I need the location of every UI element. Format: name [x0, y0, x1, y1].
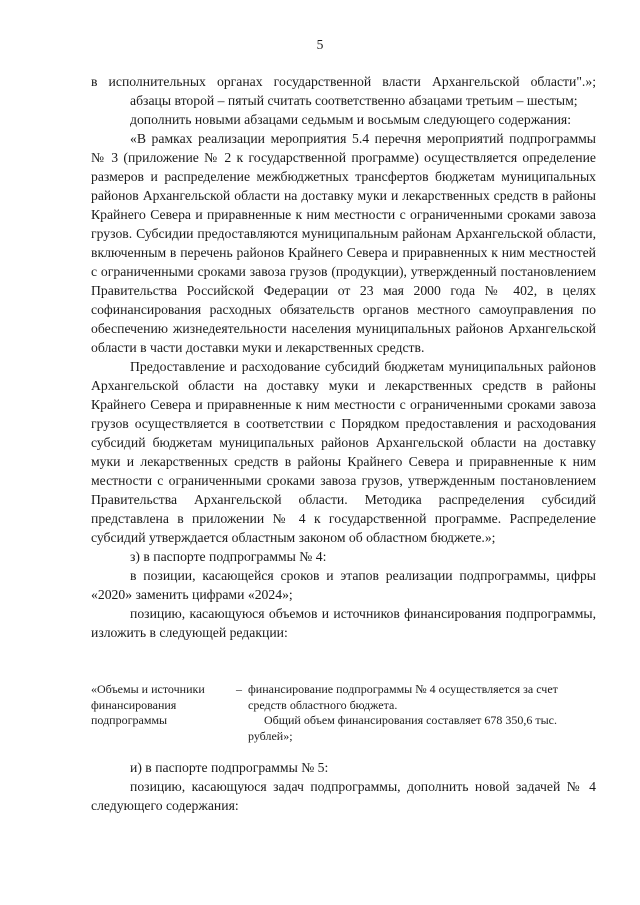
dash-separator: –	[236, 682, 242, 696]
text-line: в исполнительных органах государственной власти Архангельской области".»;	[91, 74, 596, 89]
document-body	[91, 72, 596, 642]
paragraph: позицию, касающуюся объемов и источников финансирования подпрограммы, изложить в следующей редакции:	[91, 606, 596, 640]
text-line: абзацы второй – пятый считать соответственно абзацами третьим – шестым;	[130, 93, 578, 108]
table-row	[91, 682, 596, 744]
passport-value-line: Общий объем финансирования составляет 678 350,6 тыс. рублей»;	[248, 713, 557, 743]
paragraph: «В рамках реализации мероприятия 5.4 перечня мероприятий подпрограммы № 3 (приложение № 2 к государственной программе) осуществляется определение размеров и распределение межбюджетных трансфертов бюджетам муниципальных районов Архангельской области на доставку муки и лекарственных средств в районы Крайнего Севера и приравненные к ним местности с ограниченными сроками завоза грузов. Субсидии предоставляются муниципальным районам Архангельской области, включенным в перечень районов Крайнего Севера и приравненных к ним местностей с ограниченными сроками завоза грузов (продукции), утвержденный постановлением Правительства Российской Федерации от 23 мая 2000 года № 402, в целях софинансирования расходных обязательств органов местного самоуправления по обеспечению жизнедеятельности населения муниципальных районов Архангельской области в части доставки муки и лекарственных средств.	[91, 131, 596, 355]
passport-table	[91, 682, 596, 744]
passport-label: «Объемы и источники финансирования подпрограммы	[91, 682, 205, 727]
paragraph: позицию, касающуюся задач подпрограммы, дополнить новой задачей № 4 следующего содержания:	[91, 779, 596, 813]
passport-value	[248, 682, 596, 744]
paragraph: Предоставление и расходование субсидий бюджетам муниципальных районов Архангельской области на доставку муки и лекарственных средств в районы Крайнего Севера и приравненные к ним местности с ограниченными сроками завоза грузов осуществляется в соответствии с Порядком предоставления и расходования субсидий бюджетам муниципальных районов Архангельской области на доставку муки и лекарственных средств в районы Крайнего Севера и приравненные к ним местности с ограниченными сроками завоза грузов, утвержденным постановлением Правительства Архангельской области. Методика распределения субсидий представлена в приложении № 4 к государственной программе. Распределение субсидий утверждается областным законом об областном бюджете.»;	[91, 359, 596, 545]
paragraph: в позиции, касающейся сроков и этапов реализации подпрограммы, цифры «2020» заменить цифрами «2024»;	[91, 568, 596, 602]
passport-value-line: финансирование подпрограммы № 4 осуществляется за счет средств областного бюджета.	[248, 682, 558, 712]
page-number: 5	[316, 37, 324, 52]
document-tail	[91, 758, 596, 815]
text-line: дополнить новыми абзацами седьмым и восьмым следующего содержания:	[130, 112, 572, 127]
list-item: з) в паспорте подпрограммы № 4:	[130, 549, 327, 564]
list-item: и) в паспорте подпрограммы № 5:	[130, 760, 329, 775]
